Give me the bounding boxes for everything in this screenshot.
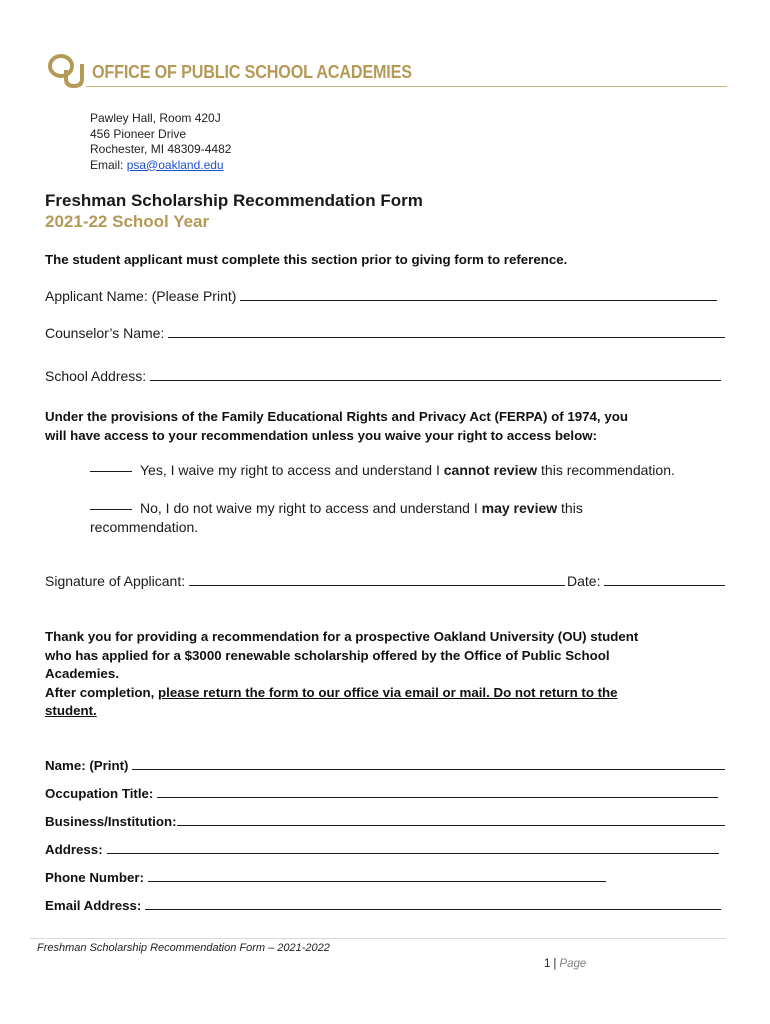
- return-instruction: please return the form to our office via email or mail. Do not return to the: [158, 684, 618, 700]
- occupation-title-field[interactable]: [45, 786, 718, 801]
- applicant-name-label: Applicant Name: (Please Print): [45, 288, 237, 304]
- email-label: Email:: [90, 157, 127, 172]
- phone-number-field[interactable]: [45, 870, 606, 885]
- business-institution-label: Business/Institution:: [45, 814, 177, 829]
- no-waive-text-line-2: recommendation.: [90, 519, 199, 535]
- waive-text: Yes, I waive my right to access and understand I: [140, 462, 444, 478]
- reference-name-field[interactable]: [45, 758, 725, 773]
- thank-you-message: [45, 628, 638, 721]
- waive-bold: cannot review: [443, 462, 538, 478]
- address-line-2: 456 Pioneer Drive: [90, 126, 187, 141]
- ou-logo-icon: [47, 52, 87, 88]
- return-instruction-end: student.: [45, 703, 97, 718]
- address-line-3: Rochester, MI 48309-4482: [90, 142, 232, 156]
- date-label: Date:: [567, 573, 601, 589]
- no-waive-bold: may review: [481, 500, 558, 516]
- school-address-line[interactable]: [150, 380, 721, 381]
- address-line-1: Pawley Hall, Room 420J: [90, 111, 221, 125]
- ferpa-notice: [45, 407, 628, 445]
- applicant-signature-field[interactable]: [45, 573, 565, 589]
- applicant-name-field[interactable]: [45, 288, 717, 304]
- page-label: Page: [559, 958, 587, 970]
- footer-text: Freshman Scholarship Recommendation Form – 2021-2022: [37, 942, 330, 954]
- student-instruction: The student applicant must complete this section prior to giving form to reference.: [45, 252, 568, 267]
- reference-name-label: Name: (Print): [45, 758, 129, 773]
- date-field[interactable]: [567, 573, 725, 589]
- email-address-label: Email Address:: [45, 898, 142, 913]
- signature-label: Signature of Applicant:: [45, 573, 186, 589]
- no-waive-text-end: this: [557, 500, 583, 516]
- page-number: [544, 958, 586, 970]
- signature-line[interactable]: [189, 585, 565, 586]
- business-institution-line[interactable]: [177, 825, 726, 826]
- waive-checkbox-line[interactable]: [90, 471, 132, 472]
- thanks-line-1: Thank you for providing a recommendation for a prospective Oakland University (OU) student: [45, 629, 639, 644]
- occupation-title-label: Occupation Title:: [45, 786, 154, 801]
- email-address-line[interactable]: [145, 909, 721, 910]
- school-year: 2021-22 School Year: [45, 212, 210, 231]
- reference-address-label: Address:: [45, 842, 103, 857]
- footer-divider: [30, 938, 726, 939]
- counselor-name-field[interactable]: [45, 325, 725, 341]
- waive-text-end: this recommendation.: [537, 462, 675, 478]
- email-link[interactable]: psa@oakland.edu: [126, 157, 224, 172]
- no-waive-checkbox-line[interactable]: [90, 509, 132, 510]
- reference-address-field[interactable]: [45, 842, 719, 857]
- office-address: [90, 111, 231, 173]
- phone-number-label: Phone Number:: [45, 870, 144, 885]
- phone-number-line[interactable]: [148, 881, 606, 882]
- email-address-field[interactable]: [45, 898, 721, 913]
- header-divider: [86, 86, 727, 87]
- counselor-name-label: Counselor’s Name:: [45, 325, 165, 341]
- after-completion-prefix: After completion,: [45, 684, 159, 700]
- org-name: OFFICE OF PUBLIC SCHOOL ACADEMIES: [92, 62, 412, 82]
- page-separator: |: [553, 958, 557, 970]
- page-number-value: 1: [544, 958, 551, 970]
- reference-address-line[interactable]: [107, 853, 719, 854]
- no-waive-text: No, I do not waive my right to access and understand I: [140, 500, 482, 516]
- applicant-name-line[interactable]: [240, 300, 717, 301]
- ferpa-notice-line-2: will have access to your recommendation unless you waive your right to access below:: [45, 428, 597, 443]
- ferpa-notice-line-1: Under the provisions of the Family Educational Rights and Privacy Act (FERPA) of 1974, you: [45, 409, 628, 424]
- reference-name-line[interactable]: [132, 769, 725, 770]
- counselor-name-line[interactable]: [168, 337, 725, 338]
- school-address-field[interactable]: [45, 368, 721, 384]
- form-title: Freshman Scholarship Recommendation Form: [45, 191, 423, 210]
- thanks-line-2: who has applied for a $3000 renewable scholarship offered by the Office of Public School: [45, 647, 610, 663]
- school-address-label: School Address:: [45, 368, 147, 384]
- no-waive-option[interactable]: [90, 499, 583, 537]
- waive-option[interactable]: [90, 462, 675, 478]
- occupation-title-line[interactable]: [157, 797, 718, 798]
- business-institution-field[interactable]: [45, 814, 725, 829]
- thanks-line-3: Academies.: [45, 666, 119, 681]
- date-line[interactable]: [604, 585, 725, 586]
